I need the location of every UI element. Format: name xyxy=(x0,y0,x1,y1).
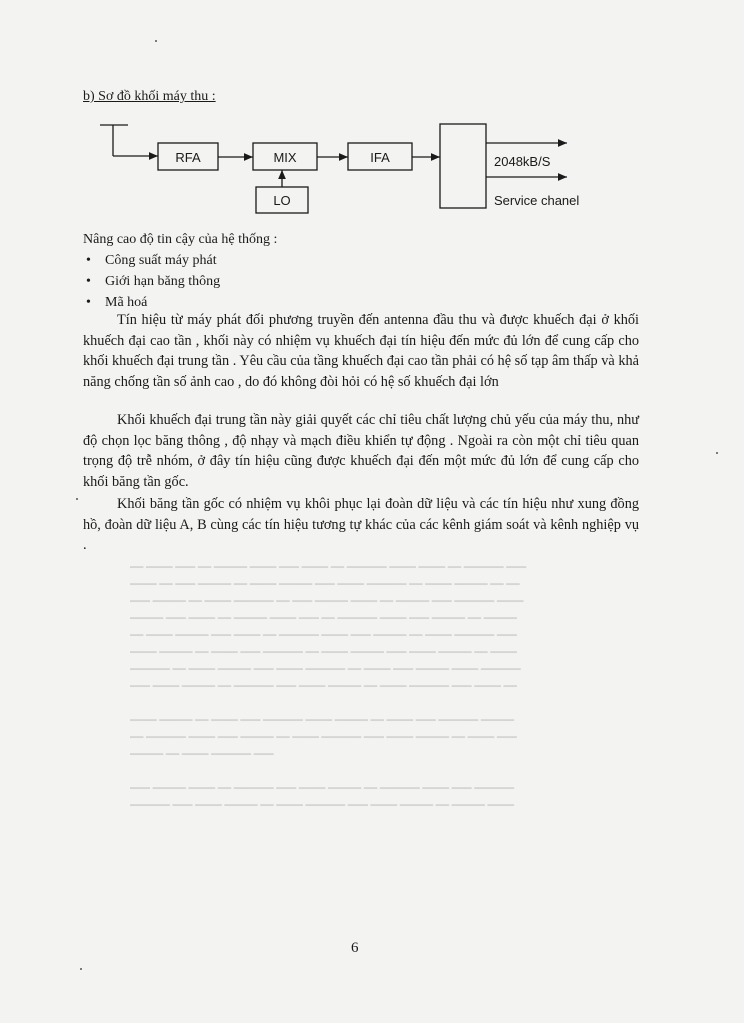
reliability-lead: Nâng cao độ tin cậy của hệ thống : xyxy=(83,232,278,247)
paragraph-rf-amplifier: Tín hiệu từ máy phát đối phương truyền đến antenna đầu thu và được khuếch đại ở khối khuếch đại cao tần , khối này có nhiệm vụ khuếch đại tín hiệu đến mức đủ lớn để cung cấp cho khối khuếch đại trung tần . Yêu cầu của tầng khuếch đại cao tần phải có hệ số tạp âm thấp và khả năng chống tần số ảnh cao , do đó không đòi hỏi có hệ số khuếch đại lớn xyxy=(83,312,639,390)
service-channel-label: Service chanel xyxy=(494,193,580,208)
scan-speck xyxy=(155,40,157,42)
reliability-list xyxy=(83,250,220,313)
mix-label: MIX xyxy=(273,150,297,165)
rfa-label: RFA xyxy=(175,150,201,165)
section-heading: b) Sơ đồ khối máy thu : xyxy=(83,89,216,104)
paragraph-baseband: Khối băng tần gốc có nhiệm vụ khôi phục lại đoàn dữ liệu và các tín hiệu như xung đồng hồ, đoàn dữ liệu A, B cùng các tín hiệu tương tự khác của các kênh giám soát và kênh nghiệp vụ . xyxy=(83,496,639,553)
scan-speck xyxy=(76,498,78,500)
list-item: • Công suất máy phát xyxy=(83,250,220,271)
scan-speck xyxy=(80,968,82,970)
ifa-label: IFA xyxy=(370,150,390,165)
scan-speck xyxy=(716,452,718,454)
page-number: 6 xyxy=(351,940,359,956)
paragraph-if-amplifier: Khối khuếch đại trung tần này giải quyết các chỉ tiêu chất lượng chủ yếu của máy thu, như độ chọn lọc băng thông , độ nhạy và mạch điều khiển tự động . Ngoài ra còn một chỉ tiêu quan trọng độ trễ nhóm, ở đây tín hiệu cũng được khuếch đại đến một mức đủ lớn để cung cấp cho khối băng tần gốc. xyxy=(83,412,639,490)
bleed-through-texture: ━━ ━━━━ ━━━ ━━ ━━━━━ ━━━━ ━━━ ━━━━ ━━ ━━━━━━ ━━━━ ━━━━ ━━ ━━━━━━ ━━━ ━━━━ ━━ ━━━ ━━━━━ ━━ ━━━━ ━━━━━ ━━━ ━━━━ ━━━━━━ ━━ ━━━━ ━━━━━ ━━ ━━ ━━━ ━━━━━ ━━ ━━━━ ━━━━━━ ━━ ━━━ ━━━━━ ━━━━ ━━ ━━━━━ ━━━ ━━━━━━ ━━━━ ━━━━━ ━━━ ━━━━ ━━ ━━━━━ ━━━━ ━━━ ━━ ━━━━━━ ━━━━ ━━━ ━━━━━ ━━ ━━━━━ ━━ ━━━━ ━━━━━ ━━━ ━━━━ ━━ ━━━━━━ ━━━━ ━━━ ━━━━━ ━━ ━━━━ ━━━━━━ ━━━ ━━━━ ━━━━━ ━━ ━━━━ ━━━ ━━━━━━ ━━ ━━━━ ━━━━━ ━━━ ━━━━ ━━━━━ ━━ ━━━━ ━━━━━━ ━━ ━━━━ ━━━━━ ━━━ ━━━━ ━━━━━━ ━━ ━━━━ ━━━ ━━━━━ ━━━━ ━━━━━━ ━━━ ━━━━ ━━━━━ ━━ ━━━━━━ ━━━ ━━━━ ━━━━━ ━━ ━━━━ ━━━━━━ ━━━ ━━━━ ━━ ━━━━ ━━━━━ ━━ ━━━━ ━━━ ━━━━━━ ━━━━ ━━━━━ ━━ ━━━━ ━━━ ━━━━━━ ━━━━━ ━━ ━━━━━━ ━━━━ ━━━ ━━━━━ ━━ ━━━━ ━━━━━━ ━━━ ━━━━ ━━━━━ ━━ ━━━━ ━━━ ━━━━━ ━━ ━━━━ ━━━━━━ ━━━ ━━━ ━━━━━ ━━━━ ━━ ━━━━━━ ━━━ ━━━━ ━━━━━ ━━ ━━━━━━ ━━━━ ━━━ ━━━━━━ ━━━━━━ ━━━ ━━━━ ━━━━━ ━━ ━━━━ ━━━━━━ ━━━ ━━━━ ━━━━━ ━━ ━━━━━ ━━━━ xyxy=(130,562,527,812)
list-item: • Mã hoá xyxy=(83,292,220,313)
baseband-block xyxy=(440,124,486,208)
list-item: • Giới hạn băng thông xyxy=(83,271,220,292)
output-rate-label: 2048kB/S xyxy=(494,154,551,169)
lo-label: LO xyxy=(273,193,291,208)
receiver-block-diagram xyxy=(0,0,744,230)
